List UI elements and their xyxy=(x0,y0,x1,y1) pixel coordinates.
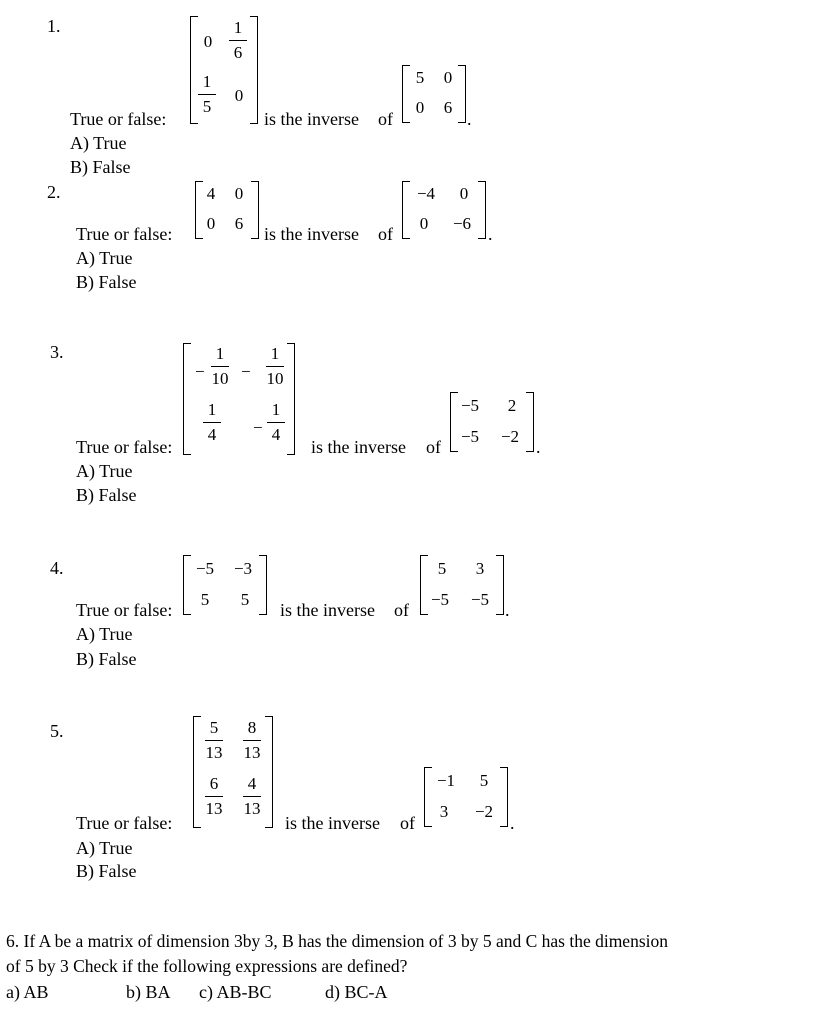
right-bracket xyxy=(526,392,534,452)
denominator: 6 xyxy=(233,43,243,62)
denominator: 4 xyxy=(207,425,217,444)
q1-m1-a12-fraction xyxy=(223,19,253,63)
q4-m2-a11: 5 xyxy=(437,559,447,578)
q3-m1-a12-fraction xyxy=(260,345,290,389)
q1-of-text: of xyxy=(378,109,393,129)
q5-of-text: of xyxy=(400,813,415,833)
left-bracket xyxy=(420,555,428,615)
q4-m1-a21: 5 xyxy=(200,590,210,609)
q3-m1-a11-minus: − xyxy=(195,362,205,381)
q5-matrix-left xyxy=(193,716,273,828)
q4-m1-a12: −3 xyxy=(233,559,253,578)
q2-m2-a21: 0 xyxy=(419,214,429,233)
fraction-bar xyxy=(243,740,261,741)
numerator: 1 xyxy=(202,72,212,91)
denominator: 4 xyxy=(271,425,281,444)
denominator: 5 xyxy=(202,97,212,116)
q1-prompt: True or false: xyxy=(70,109,167,129)
fraction-bar xyxy=(205,740,223,741)
left-bracket xyxy=(183,555,191,615)
denominator: 10 xyxy=(266,369,284,388)
q2-inverse-text: is the inverse xyxy=(264,224,359,244)
right-bracket xyxy=(478,181,486,239)
q6-option-d[interactable]: d) BC-A xyxy=(325,982,388,1002)
q3-option-a[interactable]: A) True xyxy=(76,461,133,481)
q3-matrix-right xyxy=(450,392,534,452)
left-bracket xyxy=(402,181,410,239)
q3-prompt: True or false: xyxy=(76,437,173,457)
q6-option-b[interactable]: b) BA xyxy=(126,982,171,1002)
q1-m2-a12: 0 xyxy=(443,68,453,87)
q1-m1-a11: 0 xyxy=(203,32,213,51)
question-2-number: 2. xyxy=(47,182,61,202)
q2-option-b[interactable]: B) False xyxy=(76,272,137,292)
q3-m2-a21: −5 xyxy=(460,427,480,446)
question-4-number: 4. xyxy=(50,558,64,578)
q4-m2-a21: −5 xyxy=(430,590,450,609)
q5-option-b[interactable]: B) False xyxy=(76,861,137,881)
q1-option-a[interactable]: A) True xyxy=(70,133,127,153)
denominator: 10 xyxy=(211,369,229,388)
q5-matrix-right xyxy=(424,767,508,827)
q1-matrix-right xyxy=(402,65,466,123)
right-bracket xyxy=(496,555,504,615)
denominator: 13 xyxy=(205,743,223,762)
numerator: 6 xyxy=(209,774,219,793)
numerator: 4 xyxy=(247,774,257,793)
q3-inverse-text: is the inverse xyxy=(311,437,406,457)
q5-option-a[interactable]: A) True xyxy=(76,838,133,858)
fraction-bar xyxy=(243,796,261,797)
q5-m1-a12-fraction xyxy=(237,719,267,763)
q1-m2-a21: 0 xyxy=(415,98,425,117)
numerator: 1 xyxy=(271,400,281,419)
q4-period: . xyxy=(505,600,510,620)
q3-m1-a12-minus: − xyxy=(241,362,251,381)
q1-option-b[interactable]: B) False xyxy=(70,157,131,177)
q2-m1-a11: 4 xyxy=(206,184,216,203)
q1-inverse-text: is the inverse xyxy=(264,109,359,129)
q5-inverse-text: is the inverse xyxy=(285,813,380,833)
left-bracket xyxy=(183,343,191,455)
denominator: 13 xyxy=(205,799,223,818)
q3-m2-a12: 2 xyxy=(507,396,517,415)
q3-m2-a11: −5 xyxy=(460,396,480,415)
q5-m1-a21-fraction xyxy=(199,775,229,819)
q5-prompt: True or false: xyxy=(76,813,173,833)
fraction-bar xyxy=(267,422,285,423)
q6-option-a[interactable]: a) AB xyxy=(6,982,49,1002)
q4-matrix-left xyxy=(183,555,267,615)
numerator: 1 xyxy=(233,18,243,37)
q2-m1-a21: 0 xyxy=(206,214,216,233)
fraction-bar xyxy=(211,366,229,367)
numerator: 5 xyxy=(209,718,219,737)
q3-m1-a21-fraction xyxy=(197,401,227,445)
numerator: 1 xyxy=(270,344,280,363)
q6-text-line-1: 6. If A be a matrix of dimension 3by 3, B has the dimension of 3 by 5 and C has the dimension xyxy=(6,931,669,951)
q2-m1-a12: 0 xyxy=(234,184,244,203)
q2-matrix-left xyxy=(195,181,259,239)
q4-option-b[interactable]: B) False xyxy=(76,649,137,669)
q1-matrix-left xyxy=(190,16,258,124)
q5-m2-a11: −1 xyxy=(436,771,456,790)
q4-option-a[interactable]: A) True xyxy=(76,624,133,644)
right-bracket xyxy=(251,181,259,239)
q2-matrix-right xyxy=(402,181,486,239)
question-3-number: 3. xyxy=(50,342,64,362)
numerator: 1 xyxy=(207,400,217,419)
denominator: 13 xyxy=(243,799,261,818)
q1-m2-a11: 5 xyxy=(415,68,425,87)
q4-matrix-right xyxy=(420,555,504,615)
q4-of-text: of xyxy=(394,600,409,620)
fraction-bar xyxy=(266,366,284,367)
q4-m1-a11: −5 xyxy=(195,559,215,578)
q3-of-text: of xyxy=(426,437,441,457)
q4-prompt: True or false: xyxy=(76,600,173,620)
numerator: 8 xyxy=(247,718,257,737)
q3-m1-a22-fraction xyxy=(261,401,291,445)
q5-m2-a21: 3 xyxy=(439,802,449,821)
q1-m1-a22: 0 xyxy=(234,86,244,105)
q2-m1-a22: 6 xyxy=(234,214,244,233)
q5-period: . xyxy=(510,813,515,833)
q2-option-a[interactable]: A) True xyxy=(76,248,133,268)
q3-m1-a22-minus: − xyxy=(253,418,263,437)
left-bracket xyxy=(450,392,458,452)
q3-m1-a11-fraction xyxy=(205,345,235,389)
q3-period: . xyxy=(536,437,541,457)
fraction-bar xyxy=(203,422,221,423)
q2-prompt: True or false: xyxy=(76,224,173,244)
numerator: 1 xyxy=(215,344,225,363)
right-bracket xyxy=(259,555,267,615)
q5-m1-a22-fraction xyxy=(237,775,267,819)
q5-m1-a11-fraction xyxy=(199,719,229,763)
fraction-bar xyxy=(229,40,247,41)
q2-m2-a12: 0 xyxy=(459,184,469,203)
q2-period: . xyxy=(488,224,493,244)
q2-m2-a11: −4 xyxy=(416,184,436,203)
q5-m2-a22: −2 xyxy=(474,802,494,821)
fraction-bar xyxy=(205,796,223,797)
fraction-bar xyxy=(198,94,216,95)
q5-m2-a12: 5 xyxy=(479,771,489,790)
q4-m2-a12: 3 xyxy=(475,559,485,578)
denominator: 13 xyxy=(243,743,261,762)
q3-option-b[interactable]: B) False xyxy=(76,485,137,505)
q3-m2-a22: −2 xyxy=(500,427,520,446)
q1-m1-a21-fraction xyxy=(192,73,222,117)
q2-m2-a22: −6 xyxy=(452,214,472,233)
q4-inverse-text: is the inverse xyxy=(280,600,375,620)
q4-m1-a22: 5 xyxy=(240,590,250,609)
q6-text-line-2: of 5 by 3 Check if the following expressions are defined? xyxy=(6,956,408,976)
question-5-number: 5. xyxy=(50,721,64,741)
left-bracket xyxy=(424,767,432,827)
q1-period: . xyxy=(467,109,472,129)
question-1-number: 1. xyxy=(47,16,61,36)
right-bracket xyxy=(500,767,508,827)
q6-option-c[interactable]: c) AB-BC xyxy=(199,982,272,1002)
q4-m2-a22: −5 xyxy=(470,590,490,609)
q1-m2-a22: 6 xyxy=(443,98,453,117)
q2-of-text: of xyxy=(378,224,393,244)
q3-matrix-left xyxy=(183,343,295,455)
